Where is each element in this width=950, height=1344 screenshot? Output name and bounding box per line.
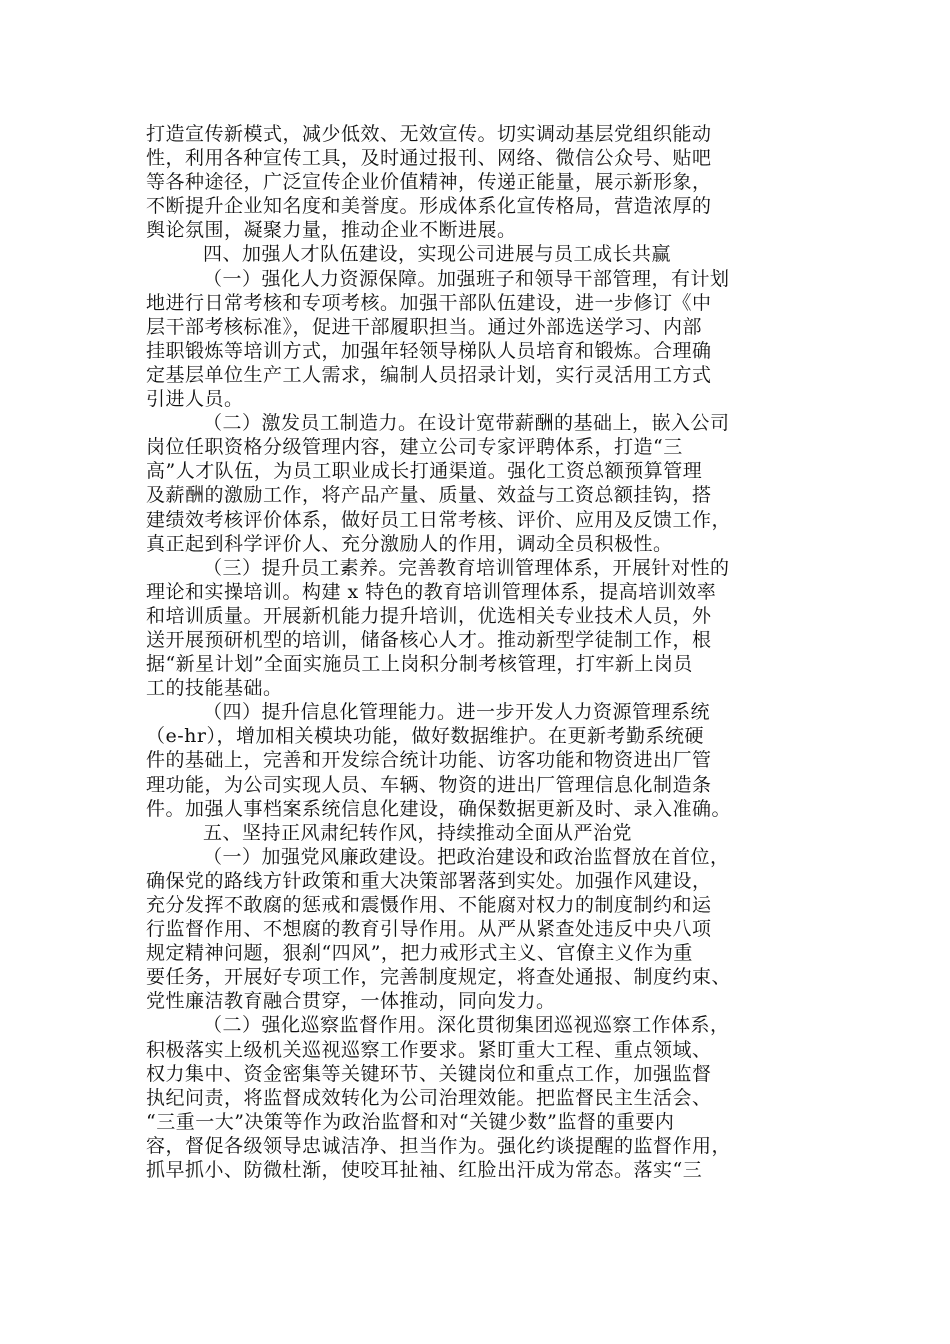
text-line: 积极落实上级机关巡视巡察工作要求。紧盯重大工程、重点领域、 [146, 1038, 712, 1061]
text-line: 规定精神问题，狠刹“四风”，把力戒形式主义、官僚主义作为重 [146, 942, 693, 965]
text-line: （一）强化人力资源保障。加强班子和领导干部管理，有计划 [203, 267, 730, 290]
text-line: 理功能，为公司实现人员、车辆、物资的进出厂管理信息化制造条 [146, 773, 712, 796]
text-line: 和培训质量。开展新机能力提升培训，优选相关专业技术人员，外 [146, 604, 712, 627]
text-line: 及薪酬的激励工作，将产品产量、质量、效益与工资总额挂钩，搭 [146, 484, 712, 507]
text-line: 充分发挥不敢腐的惩戒和震慑作用、不能腐对权力的制度制约和运 [146, 894, 712, 916]
text-line: 行监督作用、不想腐的教育引导作用。从严从紧查处违反中央八项 [146, 918, 712, 941]
text-line: 性，利用各种宣传工具，及时通过报刊、网络、微信公众号、贴吧 [146, 147, 712, 170]
text-line: 权力集中、资金密集等关键环节、关键岗位和重点工作，加强监督 [146, 1062, 712, 1085]
text-line: 要任务，开展好专项工作，完善制度规定，将查处通报、制度约束、 [146, 966, 732, 989]
text-line: （二）强化巡察监督作用。深化贯彻集团巡视巡察工作体系， [203, 1014, 730, 1037]
text-line: 层干部考核标准》，促进干部履职担当。通过外部选送学习、内部 [146, 315, 703, 338]
text-line: 地进行日常考核和专项考核。加强干部队伍建设，进一步修订《中 [146, 291, 712, 314]
text-line: 引进人员。 [146, 388, 244, 411]
text-line: 打造宣传新模式，减少低效、无效宣传。切实调动基层党组织能动 [146, 123, 712, 145]
text-line: 理论和实操培训。构建 x 特色的教育培训管理体系，提高培训效率 [146, 580, 717, 603]
text-line: 建绩效考核评价体系，做好员工日常考核、评价、应用及反馈工作， [146, 508, 732, 531]
text-line: 舆论氛围，凝聚力量，推动企业不断进展。 [146, 219, 517, 242]
text-line: 四、加强人才队伍建设，实现公司进展与员工成长共赢 [203, 243, 672, 266]
text-line: 挂职锻炼等培训方式，加强年轻领导梯队人员培育和锻炼。合理确 [146, 339, 712, 362]
document-body [146, 122, 806, 1182]
text-line: 等各种途径，广泛宣传企业价值精神，传递正能量，展示新形象， [146, 171, 712, 194]
text-line: 工的技能基础。 [146, 677, 283, 700]
text-line: （一）加强党风廉政建设。把政治建设和政治监督放在首位， [203, 845, 730, 868]
text-line: （二）激发员工制造力。在设计宽带薪酬的基础上，嵌入公司 [203, 412, 730, 435]
text-line: 不断提升企业知名度和美誉度。形成体系化宣传格局，营造浓厚的 [146, 195, 712, 218]
text-line: 件的基础上，完善和开发综合统计功能、访客功能和物资进出厂管 [146, 749, 712, 772]
text-line: 件。加强人事档案系统信息化建设，确保数据更新及时、录入准确。 [146, 797, 732, 820]
text-line: （三）提升员工素养。完善教育培训管理体系，开展针对性的 [203, 556, 730, 579]
text-line: 岗位任职资格分级管理内容，建立公司专家评聘体系，打造“三 [146, 436, 683, 459]
text-line: 高”人才队伍，为员工职业成长打通渠道。强化工资总额预算管理 [146, 460, 703, 483]
text-line: 定基层单位生产工人需求，编制人员招录计划，实行灵活用工方式 [146, 363, 712, 386]
text-line: 执纪问责，将监督成效转化为公司治理效能。把监督民主生活会、 [146, 1086, 712, 1109]
text-line: “三重一大”决策等作为政治监督和对“关键少数”监督的重要内 [146, 1110, 675, 1133]
text-line: （e-hr），增加相关模块功能，做好数据维护。在更新考勤系统硬 [146, 725, 704, 748]
text-line: （四）提升信息化管理能力。进一步开发人力资源管理系统 [203, 701, 711, 724]
text-line: 五、坚持正风肃纪转作风，持续推动全面从严治党 [203, 821, 633, 844]
text-line: 容，督促各级领导忠诚洁净、担当作为。强化约谈提醒的监督作用， [146, 1134, 732, 1157]
text-line: 确保党的路线方针政策和重大决策部署落到实处。加强作风建设， [146, 869, 712, 892]
text-line: 抓早抓小、防微杜渐，使咬耳扯袖、红脸出汗成为常态。落实“三 [146, 1159, 703, 1182]
text-line: 送开展预研机型的培训，储备核心人才。推动新型学徒制工作，根 [146, 628, 712, 651]
text-line: 党性廉洁教育融合贯穿，一体推动，同向发力。 [146, 990, 556, 1013]
text-line: 真正起到科学评价人、充分激励人的作用，调动全员积极性。 [146, 532, 673, 555]
text-line: 据“新星计划”全面实施员工上岗积分制考核管理，打牢新上岗员 [146, 653, 693, 676]
